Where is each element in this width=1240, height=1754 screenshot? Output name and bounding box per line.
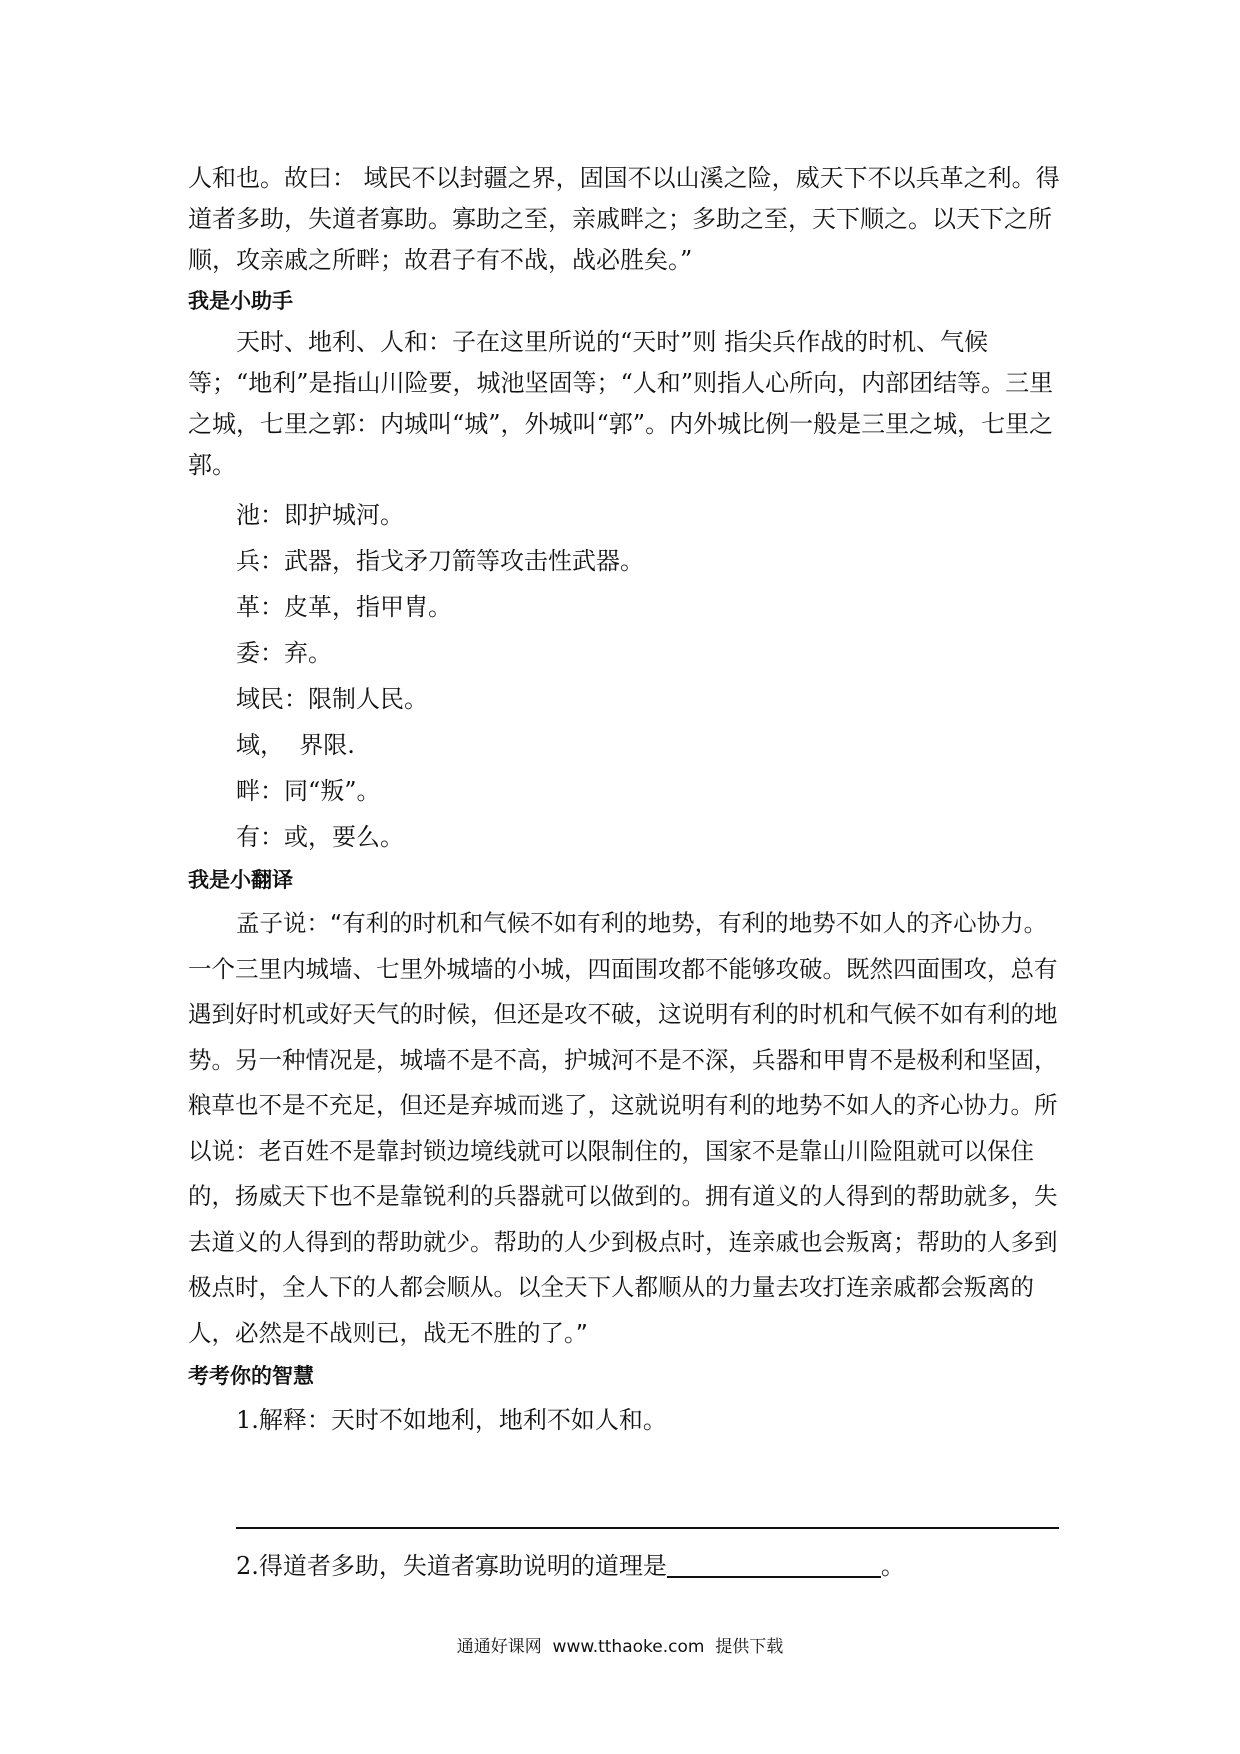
gloss-item: 有：或，要么。 [236, 823, 404, 851]
gloss-item: 域， 界限. [236, 731, 355, 759]
helper-heading: 我是小助手 [188, 289, 293, 313]
gloss-item: 委：弃。 [236, 639, 332, 667]
intro-paragraph: 人和也。故曰： 域民不以封疆之界，固国不以山溪之险，威天下不以兵革之利。得道者多助，失道者寡助。寡助之至，亲戚畔之；多助之至，天下顺之。以天下之所顺，攻亲戚之所畔；故君子有不战，战必胜矣。” [188, 164, 1060, 274]
document-body [188, 158, 1060, 1443]
translation-heading: 我是小翻译 [188, 868, 293, 892]
quiz-question-1: 1.解释：天时不如地利，地利不如人和。 [236, 1406, 667, 1434]
quiz-question-2 [236, 1543, 905, 1589]
answer-blank[interactable] [667, 1575, 881, 1578]
helper-paragraph: 天时、地利、人和：子在这里所说的“天时”则 指尖兵作战的时机、气候等；“地利”是指山川险要，城池坚固等；“人和”则指人心所向，内部团结等。三里之城，七里之郭：内城叫“城”，外城叫“郭”。内外城比例一般是三里之城，七里之郭。 [188, 328, 1054, 479]
gloss-item: 革：皮革，指甲胄。 [236, 593, 452, 621]
gloss-item: 畔：同“叛”。 [236, 777, 381, 805]
quiz-question-2-text: 2.得道者多助，失道者寡助说明的道理是 [236, 1552, 667, 1580]
quiz-heading: 考考你的智慧 [188, 1364, 314, 1388]
translation-paragraph: 孟子说：“有利的时机和气候不如有利的地势，有利的地势不如人的齐心协力。一个三里内城墙、七里外城墙的小城，四面围攻都不能够攻破。既然四面围攻，总有遇到好时机或好天气的时候，但还是攻不破，这说明有利的时机和气候不如有利的地势。另一种情况是，城墙不是不高，护城河不是不深，兵器和甲胄不是极利和坚固，粮草也不是不充足，但还是弃城而逃了，这就说明有利的地势不如人的齐心协力。所以说：老百姓不是靠封锁边境线就可以限制住的，国家不是靠山川险阻就可以保住的，扬威天下也不是靠锐利的兵器就可以做到的。拥有道义的人得到的帮助就多，失去道义的人得到的帮助就少。帮助的人少到极点时，连亲戚也会叛离；帮助的人多到极点时，全人下的人都会顺从。以全天下人都顺从的力量去攻打连亲戚都会叛离的人，必然是不战则已，战无不胜的了。” [188, 909, 1058, 1347]
quiz-question-2-suffix: 。 [880, 1552, 905, 1580]
gloss-item: 域民：限制人民。 [236, 685, 428, 713]
answer-line[interactable] [236, 1527, 1059, 1529]
page-footer: 通通好课网 www.tthaoke.com 提供下载 [456, 1637, 784, 1657]
gloss-item: 兵：武器，指戈矛刀箭等攻击性武器。 [236, 547, 644, 575]
gloss-list [188, 492, 1060, 860]
gloss-item: 池：即护城河。 [236, 501, 404, 529]
